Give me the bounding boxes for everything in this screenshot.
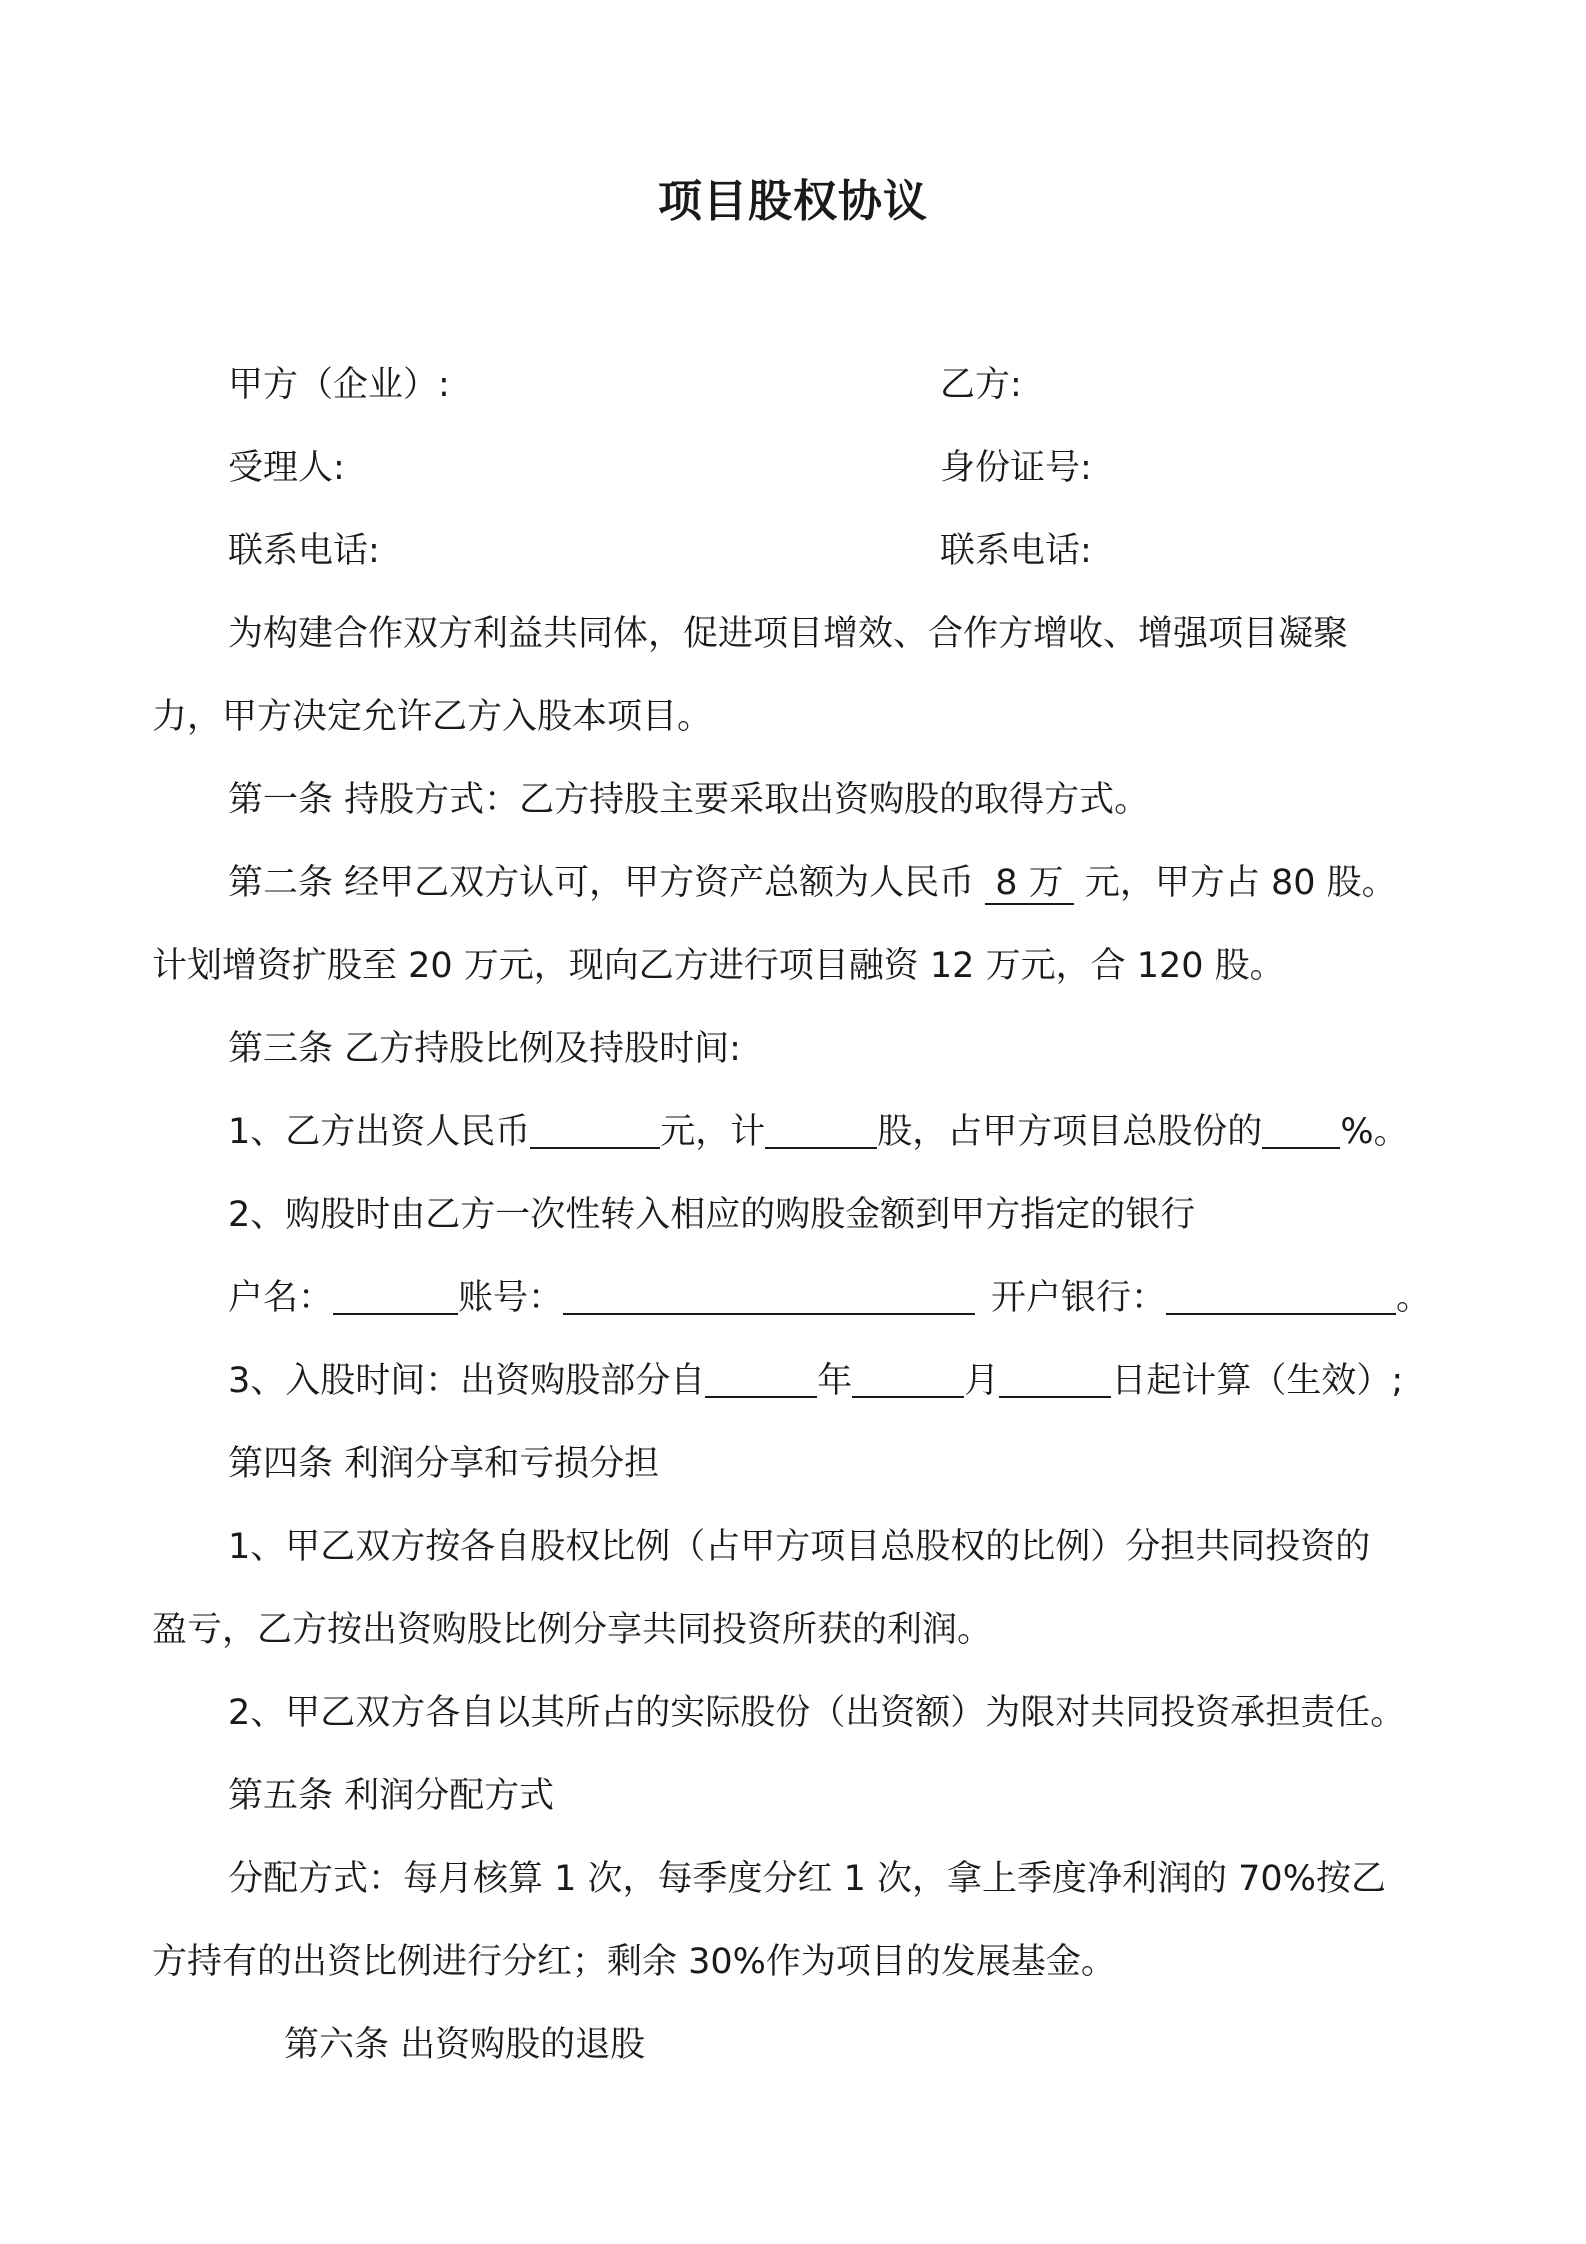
bank-line-period: 。: [1396, 1278, 1432, 1318]
account-number-blank[interactable]: [563, 1277, 975, 1315]
article-3-item-3: [228, 1358, 1403, 1404]
article-5-line-1: 分配方式：每月核算 1 次，每季度分红 1 次，拿上季度净利润的 70%按乙: [228, 1859, 1386, 1899]
article-3-heading: 第三条 乙方持股比例及持股时间:: [228, 1029, 741, 1069]
article-2-line-1: [228, 860, 1397, 906]
article-5-line-2: 方持有的出资比例进行分红；剩余 30%作为项目的发展基金。: [152, 1942, 1116, 1982]
intro-line-2: 力，甲方决定允许乙方入股本项目。: [152, 697, 713, 737]
bank-label: 开户银行：: [991, 1278, 1167, 1318]
article-3-item-1-text-a: 1、乙方出资人民币: [228, 1112, 531, 1152]
article-3-item-3-text-a: 3、入股时间：出资购股部分自: [228, 1361, 706, 1401]
account-number-label: 账号：: [458, 1278, 564, 1318]
account-name-label: 户名：: [228, 1278, 334, 1318]
percent-blank[interactable]: [1262, 1111, 1340, 1149]
article-4-item-1-line-1: 1、甲乙双方按各自股权比例（占甲方项目总股权的比例）分担共同投资的: [228, 1527, 1371, 1567]
article-3-item-1-text-c: 股，占甲方项目总股份的: [877, 1112, 1263, 1152]
intro-line-1: 为构建合作双方利益共同体，促进项目增效、合作方增收、增强项目凝聚: [228, 614, 1349, 654]
article-3-item-1: [228, 1109, 1409, 1155]
agent-label: 受理人:: [228, 448, 345, 488]
bank-blank[interactable]: [1166, 1277, 1396, 1315]
account-name-blank[interactable]: [333, 1277, 458, 1315]
article-4-item-2: 2、甲乙双方各自以其所占的实际股份（出资额）为限对共同投资承担责任。: [228, 1693, 1406, 1733]
id-number-label: 身份证号:: [940, 448, 1092, 488]
amount-blank[interactable]: [530, 1111, 660, 1149]
phone-a-label: 联系电话:: [228, 531, 380, 571]
article-2-text-a: 第二条 经甲乙双方认可，甲方资产总额为人民币: [228, 863, 975, 903]
article-6-heading: 第六条 出资购股的退股: [284, 2025, 646, 2065]
shares-blank[interactable]: [765, 1111, 877, 1149]
document-title: 项目股权协议: [658, 176, 928, 227]
article-2-amount: 8 万: [985, 863, 1073, 905]
article-4-heading: 第四条 利润分享和亏损分担: [228, 1444, 660, 1484]
article-3-item-3-text-b: 日起计算（生效）;: [1111, 1361, 1404, 1401]
article-2-text-b: 元，甲方占 80 股。: [1084, 863, 1397, 903]
year-blank[interactable]: [705, 1360, 817, 1398]
day-blank[interactable]: [999, 1360, 1111, 1398]
article-3-item-2: 2、购股时由乙方一次性转入相应的购股金额到甲方指定的银行: [228, 1195, 1196, 1235]
article-1: 第一条 持股方式：乙方持股主要采取出资购股的取得方式。: [228, 780, 1150, 820]
year-label: 年: [817, 1361, 853, 1401]
article-3-item-1-text-b: 元，计: [660, 1112, 766, 1152]
article-5-heading: 第五条 利润分配方式: [228, 1776, 555, 1816]
party-a-label: 甲方（企业）:: [228, 365, 450, 405]
phone-b-label: 联系电话:: [940, 531, 1092, 571]
article-2-line-2: 计划增资扩股至 20 万元，现向乙方进行项目融资 12 万元，合 120 股。: [152, 946, 1285, 986]
article-3-item-1-text-d: %。: [1340, 1112, 1409, 1152]
month-blank[interactable]: [852, 1360, 964, 1398]
article-4-item-1-line-2: 盈亏，乙方按出资购股比例分享共同投资所获的利润。: [152, 1610, 993, 1650]
month-label: 月: [964, 1361, 1000, 1401]
bank-account-line: [228, 1275, 1431, 1321]
party-b-label: 乙方:: [940, 365, 1022, 405]
